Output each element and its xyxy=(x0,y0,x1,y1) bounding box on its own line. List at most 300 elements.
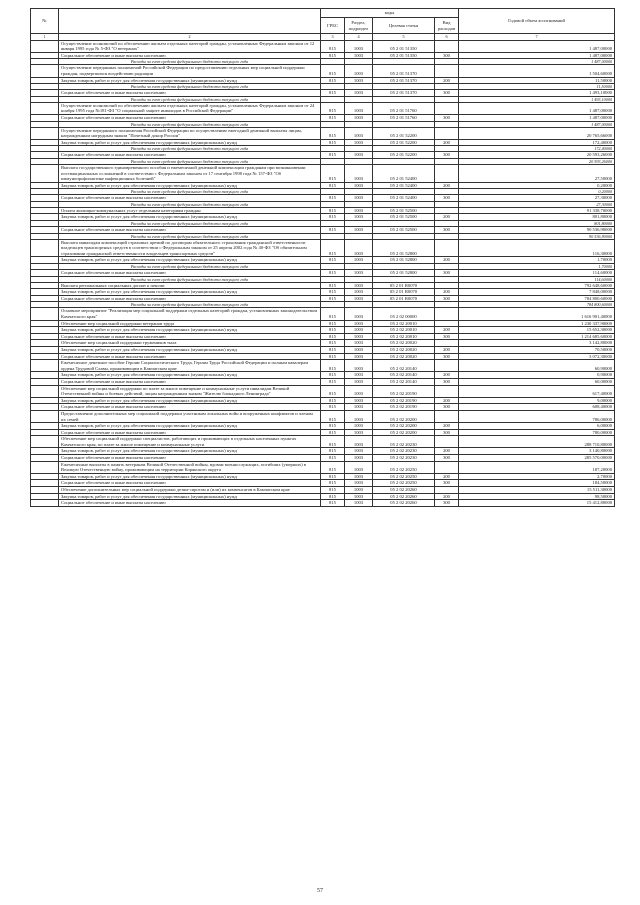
target-article-cell: 05 2 02 20200 xyxy=(373,429,435,436)
col-number: 6 xyxy=(435,34,459,41)
amount-cell: 98,50000 xyxy=(459,493,615,500)
row-number xyxy=(31,90,59,97)
row-number xyxy=(31,52,59,59)
expense-type-cell: 300 xyxy=(435,152,459,159)
expense-type-cell xyxy=(435,436,459,448)
item-name: Социальное обеспечение и иные выплаты населению xyxy=(59,270,321,277)
item-name: Закупка товаров, работ и услуг для обеспечения государственных (муниципальных) нужд xyxy=(59,182,321,189)
grbs-cell: 815 xyxy=(321,378,345,385)
amount-cell: 15 652,30000 xyxy=(459,327,615,334)
table-row xyxy=(31,385,615,397)
razdel-cell: 1003 xyxy=(345,40,373,52)
target-article-cell: 05 2 01 52500 xyxy=(373,214,435,221)
item-name: Социальное обеспечение и иные выплаты населению xyxy=(59,227,321,234)
funding-source-label: Расходы за счет средств федерального бюджета текущего года xyxy=(59,146,321,152)
item-name: Закупка товаров, работ и услуг для обеспечения государственных (муниципальных) нужд xyxy=(59,397,321,404)
amount-cell: 15 412,80000 xyxy=(459,500,615,507)
col-number: 4 xyxy=(345,34,373,41)
table-row xyxy=(31,333,615,340)
row-number xyxy=(31,102,59,114)
item-name: Закупка товаров, работ и услуг для обеспечения государственных (муниципальных) нужд xyxy=(59,214,321,221)
row-number xyxy=(31,480,59,487)
target-article-cell: 05 2 01 52400 xyxy=(373,164,435,182)
expense-type-cell xyxy=(435,239,459,257)
target-article-cell: 05 2 01 51760 xyxy=(373,102,435,114)
row-number xyxy=(31,448,59,455)
razdel-cell: 1003 xyxy=(345,227,373,234)
amount-cell: 11,50000 xyxy=(459,77,615,84)
row-number xyxy=(31,429,59,436)
grbs-cell: 815 xyxy=(321,282,345,289)
amount-cell: 20 593,26000 xyxy=(459,152,615,159)
grbs-cell: 815 xyxy=(321,500,345,507)
razdel-cell: 1003 xyxy=(345,493,373,500)
table-row xyxy=(31,308,615,320)
amount-cell: 288 710,80000 xyxy=(459,436,615,448)
razdel-cell: 1003 xyxy=(345,90,373,97)
target-article-cell: 05 2 02 20200 xyxy=(373,423,435,430)
grbs-cell: 815 xyxy=(321,90,345,97)
razdel-cell: 1003 xyxy=(345,207,373,214)
amount-cell: 285 570,00000 xyxy=(459,455,615,462)
row-number xyxy=(31,282,59,289)
table-row xyxy=(31,473,615,480)
expense-type-cell: 300 xyxy=(435,500,459,507)
target-article-cell: 05 2 01 52800 xyxy=(373,257,435,264)
funding-source-label: Расходы за счет средств федерального бюджета текущего года xyxy=(59,276,321,282)
row-number xyxy=(31,127,59,139)
item-name: Закупка товаров, работ и услуг для обеспечения государственных (муниципальных) нужд xyxy=(59,257,321,264)
table-row xyxy=(31,65,615,77)
amount-cell: 114,60000 xyxy=(459,270,615,277)
expense-type-cell xyxy=(435,164,459,182)
table-row xyxy=(31,52,615,59)
table-row xyxy=(31,493,615,500)
amount-cell: 1 487,00000 xyxy=(459,59,615,65)
target-article-cell: 05 2 02 20260 xyxy=(373,487,435,494)
target-article-cell: 05 2 02 20260 xyxy=(373,493,435,500)
target-article-cell: 05 2 02 20020 xyxy=(373,353,435,360)
table-row xyxy=(31,164,615,182)
budget-page xyxy=(30,8,614,507)
grbs-cell: 815 xyxy=(321,423,345,430)
razdel-cell: 1003 xyxy=(345,320,373,327)
item-name: Закупка товаров, работ и услуг для обеспечения государственных (муниципальных) нужд xyxy=(59,327,321,334)
razdel-cell: 1003 xyxy=(345,333,373,340)
grbs-cell: 815 xyxy=(321,270,345,277)
amount-cell: 3 072,30000 xyxy=(459,353,615,360)
col-number: 2 xyxy=(59,34,321,41)
amount-cell: 1 487,00000 xyxy=(459,114,615,121)
expense-type-cell: 300 xyxy=(435,378,459,385)
target-article-cell: 05 2 01 52400 xyxy=(373,182,435,189)
amount-cell: 0,90000 xyxy=(459,372,615,379)
table-row xyxy=(31,270,615,277)
grbs-cell: 815 xyxy=(321,448,345,455)
funding-source-label: Расходы за счет средств федерального бюджета текущего года xyxy=(59,121,321,127)
grbs-cell: 815 xyxy=(321,102,345,114)
row-number xyxy=(31,423,59,430)
grbs-cell: 815 xyxy=(321,207,345,214)
header-grbs: ГРБС xyxy=(321,18,345,34)
expense-type-cell: 300 xyxy=(435,404,459,411)
item-name: Социальное обеспечение и иные выплаты населению xyxy=(59,455,321,462)
razdel-cell: 1003 xyxy=(345,410,373,422)
table-row xyxy=(31,195,615,202)
amount-cell: 91 338,70000 xyxy=(459,207,615,214)
row-number xyxy=(31,397,59,404)
funding-source-label: Расходы за счет средств федерального бюджета текущего года xyxy=(59,84,321,90)
row-number xyxy=(31,207,59,214)
item-name: Предоставление дополнительных мер социальной поддержки участникам локальных войн и вооруженных конфликтов и членам их семей xyxy=(59,410,321,422)
expense-type-cell: 200 xyxy=(435,139,459,146)
amount-cell: 116,30000 xyxy=(459,239,615,257)
budget-table xyxy=(30,8,615,507)
target-article-cell: 05 2 02 20250 xyxy=(373,480,435,487)
row-number xyxy=(31,257,59,264)
grbs-cell: 815 xyxy=(321,353,345,360)
amount-cell: 1 493,10000 xyxy=(459,96,615,102)
grbs-cell: 815 xyxy=(321,320,345,327)
item-name: Обеспечение дополнительных мер социальной поддержки детям-сиротам и (или) их компенсатов в Камчатском крае xyxy=(59,487,321,494)
razdel-cell: 1003 xyxy=(345,182,373,189)
amount-cell: 0,20000 xyxy=(459,182,615,189)
expense-type-cell: 300 xyxy=(435,295,459,302)
item-name: Выплата инвалидам компенсаций страховых премий по договорам обязательного страхования гражданской ответственности владельцев транспортных средств в соответствии с Федеральным законом от 25 апреля 2002 года № 40-ФЗ "Об обязательном страховании гражданской ответственности владельцев транспортных средств" xyxy=(59,239,321,257)
item-name: Обеспечение мер социальной поддержки ветеранов труда xyxy=(59,320,321,327)
target-article-cell: 05 2 01 51370 xyxy=(373,65,435,77)
item-name: Ежемесячные выплаты в память ветеранам Великой Отечественной войны, вдовам военнослужащих, погибших (умерших) в Великую Отечественную войну, проживающим на территории Корякского округа xyxy=(59,461,321,473)
amount-cell: 801,80000 xyxy=(459,221,615,227)
row-number xyxy=(31,461,59,473)
grbs-cell: 815 xyxy=(321,195,345,202)
target-article-cell: 05 2 02 20140 xyxy=(373,360,435,372)
row-number xyxy=(31,327,59,334)
amount-cell: 780,00000 xyxy=(459,429,615,436)
target-article-cell: 05 2 02 00000 xyxy=(373,308,435,320)
expense-type-cell: 200 xyxy=(435,493,459,500)
razdel-cell: 1003 xyxy=(345,77,373,84)
amount-cell: 1 230 337,90000 xyxy=(459,320,615,327)
table-row xyxy=(31,295,615,302)
expense-type-cell xyxy=(435,410,459,422)
expense-type-cell: 300 xyxy=(435,455,459,462)
amount-cell: 184,50000 xyxy=(459,480,615,487)
expense-type-cell: 300 xyxy=(435,429,459,436)
expense-type-cell: 300 xyxy=(435,52,459,59)
razdel-cell: 1003 xyxy=(345,295,373,302)
col-number: 5 xyxy=(373,34,435,41)
amount-cell: 172,40000 xyxy=(459,146,615,152)
target-article-cell: 05 2 02 20010 xyxy=(373,333,435,340)
razdel-cell: 1003 xyxy=(345,282,373,289)
razdel-cell: 1003 xyxy=(345,102,373,114)
razdel-cell: 1003 xyxy=(345,127,373,139)
expense-type-cell: 200 xyxy=(435,327,459,334)
table-row xyxy=(31,372,615,379)
razdel-cell: 1003 xyxy=(345,500,373,507)
table-row xyxy=(31,448,615,455)
expense-type-cell: 300 xyxy=(435,270,459,277)
expense-type-cell: 200 xyxy=(435,372,459,379)
item-name: Обеспечение мер социальной поддержки тружеников тыла xyxy=(59,340,321,347)
target-article-cell: 05 2 01 52200 xyxy=(373,152,435,159)
item-name: Социальное обеспечение и иные выплаты населению xyxy=(59,114,321,121)
item-name: Закупка товаров, работ и услуг для обеспечения государственных (муниципальных) нужд xyxy=(59,473,321,480)
amount-cell: 11,50000 xyxy=(459,84,615,90)
grbs-cell: 815 xyxy=(321,455,345,462)
table-row xyxy=(31,257,615,264)
item-name: Осуществление полномочий по обеспечению жильем отдельных категорий граждан, установленных Федеральным законом от 24 ноября 1995 года №181-ФЗ "О социальной защите инвалидов в Российской Федерации" xyxy=(59,102,321,114)
funding-source-label: Расходы за счет средств федерального бюджета текущего года xyxy=(59,189,321,195)
grbs-cell: 815 xyxy=(321,346,345,353)
expense-type-cell xyxy=(435,102,459,114)
row-number xyxy=(31,164,59,182)
target-article-cell: 05 2 01 R0070 xyxy=(373,282,435,289)
row-number xyxy=(31,378,59,385)
target-article-cell: 05 2 01 51760 xyxy=(373,114,435,121)
amount-cell: 792 648,60000 xyxy=(459,282,615,289)
table-row xyxy=(31,423,615,430)
expense-type-cell xyxy=(435,65,459,77)
table-row xyxy=(31,436,615,448)
item-name: Обеспечение мер социальной поддержки по плате за жилое помещение и коммунальные услуги инвалидам Великой Отечественной войны и боевых действий, лицам награжденным знаком "Жителю блокадного Ленинграда" xyxy=(59,385,321,397)
row-number xyxy=(31,500,59,507)
razdel-cell: 1003 xyxy=(345,372,373,379)
razdel-cell: 1003 xyxy=(345,436,373,448)
target-article-cell: 05 2 02 20230 xyxy=(373,436,435,448)
amount-cell: 114,60000 xyxy=(459,276,615,282)
expense-type-cell: 300 xyxy=(435,90,459,97)
target-article-cell: 05 2 02 20140 xyxy=(373,372,435,379)
amount-cell: 90 536,90000 xyxy=(459,233,615,239)
grbs-cell: 815 xyxy=(321,480,345,487)
target-article-cell: 05 2 02 20020 xyxy=(373,346,435,353)
table-row xyxy=(31,429,615,436)
razdel-cell: 1003 xyxy=(345,448,373,455)
expense-type-cell xyxy=(435,461,459,473)
expense-type-cell: 300 xyxy=(435,480,459,487)
row-number xyxy=(31,239,59,257)
expense-type-cell xyxy=(435,308,459,320)
item-name: Закупка товаров, работ и услуг для обеспечения государственных (муниципальных) нужд xyxy=(59,493,321,500)
item-name: Социальное обеспечение и иные выплаты населению xyxy=(59,52,321,59)
table-row xyxy=(31,182,615,189)
table-row xyxy=(31,227,615,234)
table-row xyxy=(31,239,615,257)
row-number xyxy=(31,182,59,189)
razdel-cell: 1003 xyxy=(345,397,373,404)
razdel-cell: 1003 xyxy=(345,455,373,462)
amount-cell: 1 616 901,40000 xyxy=(459,308,615,320)
expense-type-cell xyxy=(435,282,459,289)
razdel-cell: 1003 xyxy=(345,360,373,372)
expense-type-cell: 200 xyxy=(435,182,459,189)
grbs-cell: 815 xyxy=(321,333,345,340)
col-number: 7 xyxy=(459,34,615,41)
item-name: Социальное обеспечение и иные выплаты населению xyxy=(59,500,321,507)
amount-cell: 9,00000 xyxy=(459,397,615,404)
razdel-cell: 1003 xyxy=(345,195,373,202)
expense-type-cell xyxy=(435,487,459,494)
item-name: Обеспечение мер социальной поддержки специалистов, работающих и проживающих в отдельных населенных пунктах Камчатского края, по плате за жилое помещение и коммунальные услуги xyxy=(59,436,321,448)
expense-type-cell: 200 xyxy=(435,473,459,480)
row-number xyxy=(31,372,59,379)
funding-source-label: Расходы за счет средств федерального бюджета текущего года xyxy=(59,158,321,164)
amount-cell: 1 487,00000 xyxy=(459,52,615,59)
funding-source-label: Расходы за счет средств федерального бюджета текущего года xyxy=(59,96,321,102)
table-row xyxy=(31,480,615,487)
razdel-cell: 1003 xyxy=(345,257,373,264)
row-number xyxy=(31,289,59,296)
grbs-cell: 815 xyxy=(321,152,345,159)
amount-cell: 27,50000 xyxy=(459,164,615,182)
amount-cell: 20 593,26000 xyxy=(459,158,615,164)
razdel-cell: 1003 xyxy=(345,480,373,487)
table-row xyxy=(31,410,615,422)
row-number xyxy=(31,139,59,146)
table-row xyxy=(31,487,615,494)
header-column-numbers xyxy=(31,34,615,41)
razdel-cell: 1003 xyxy=(345,346,373,353)
expense-type-cell: 200 xyxy=(435,423,459,430)
grbs-cell: 815 xyxy=(321,410,345,422)
row-number xyxy=(31,410,59,422)
amount-cell: 3 140,80000 xyxy=(459,448,615,455)
target-article-cell: 05 2 01 52500 xyxy=(373,207,435,214)
amount-cell: 1 487,00000 xyxy=(459,121,615,127)
amount-cell: 27,30000 xyxy=(459,195,615,202)
grbs-cell: 815 xyxy=(321,308,345,320)
expense-type-cell xyxy=(435,385,459,397)
row-number xyxy=(31,320,59,327)
razdel-cell: 1003 xyxy=(345,65,373,77)
target-article-cell: 05 2 01 52500 xyxy=(373,227,435,234)
grbs-cell: 815 xyxy=(321,295,345,302)
target-article-cell: 05 2 01 52800 xyxy=(373,270,435,277)
amount-cell: 1 493,10000 xyxy=(459,90,615,97)
table-row xyxy=(31,214,615,221)
header-expense-type: Вид расходов xyxy=(435,18,459,34)
item-name: Закупка товаров, работ и услуг для обеспечения государственных (муниципальных) нужд xyxy=(59,346,321,353)
row-number xyxy=(31,436,59,448)
grbs-cell: 815 xyxy=(321,340,345,347)
table-row xyxy=(31,340,615,347)
amount-cell: 801,80000 xyxy=(459,214,615,221)
grbs-cell: 815 xyxy=(321,461,345,473)
amount-cell: 3 142,80000 xyxy=(459,340,615,347)
row-number xyxy=(31,340,59,347)
expense-type-cell xyxy=(435,127,459,139)
expense-type-cell: 200 xyxy=(435,448,459,455)
amount-cell: 187,20000 xyxy=(459,461,615,473)
table-row xyxy=(31,40,615,52)
table-row xyxy=(31,90,615,97)
table-body xyxy=(31,40,615,506)
grbs-cell: 815 xyxy=(321,385,345,397)
row-number xyxy=(31,270,59,277)
row-number xyxy=(31,333,59,340)
page-number: 57 xyxy=(317,888,323,894)
header-target-article: Целевая статья xyxy=(373,18,435,34)
target-article-cell: 05 2 01 52800 xyxy=(373,239,435,257)
expense-type-cell xyxy=(435,360,459,372)
item-name: Социальное обеспечение и иные выплаты населению xyxy=(59,195,321,202)
table-row xyxy=(31,127,615,139)
item-name: Основное мероприятие "Реализация мер социальной поддержки отдельных категорий граждан, установленных законодательством Камчатского края" xyxy=(59,308,321,320)
table-row xyxy=(31,282,615,289)
row-number xyxy=(31,353,59,360)
expense-type-cell xyxy=(435,207,459,214)
row-number xyxy=(31,404,59,411)
target-article-cell: 05 2 02 20190 xyxy=(373,397,435,404)
target-article-cell: 05 2 02 20190 xyxy=(373,385,435,397)
item-name: Закупка товаров, работ и услуг для обеспечения государственных (муниципальных) нужд xyxy=(59,448,321,455)
amount-cell: 784 800,60000 xyxy=(459,295,615,302)
item-name: Закупка товаров, работ и услуг для обеспечения государственных (муниципальных) нужд xyxy=(59,289,321,296)
amount-cell: 20 765,66000 xyxy=(459,127,615,139)
table-row xyxy=(31,207,615,214)
grbs-cell: 815 xyxy=(321,214,345,221)
razdel-cell: 1003 xyxy=(345,461,373,473)
grbs-cell: 815 xyxy=(321,164,345,182)
item-name: Социальное обеспечение и иные выплаты населению xyxy=(59,480,321,487)
amount-cell: 70,50000 xyxy=(459,346,615,353)
target-article-cell: 05 2 02 20140 xyxy=(373,378,435,385)
table-row xyxy=(31,455,615,462)
razdel-cell: 1003 xyxy=(345,378,373,385)
funding-source-label: Расходы за счет средств федерального бюджета текущего года xyxy=(59,59,321,65)
row-number xyxy=(31,295,59,302)
item-name: Закупка товаров, работ и услуг для обеспечения государственных (муниципальных) нужд xyxy=(59,139,321,146)
item-name: Социальное обеспечение и иные выплаты населению xyxy=(59,333,321,340)
table-row xyxy=(31,320,615,327)
target-article-cell: 05 2 02 20010 xyxy=(373,320,435,327)
expense-type-cell: 300 xyxy=(435,353,459,360)
row-number xyxy=(31,40,59,52)
target-article-cell: 05 2 01 51350 xyxy=(373,52,435,59)
target-article-cell: 05 2 02 20230 xyxy=(373,448,435,455)
table-row xyxy=(31,139,615,146)
amount-cell: 1 487,00000 xyxy=(459,40,615,52)
item-name: Социальное обеспечение и иные выплаты населению xyxy=(59,295,321,302)
amount-cell: 90 536,90000 xyxy=(459,227,615,234)
table-row xyxy=(31,378,615,385)
table-row xyxy=(31,114,615,121)
expense-type-cell xyxy=(435,340,459,347)
expense-type-cell: 300 xyxy=(435,227,459,234)
amount-cell: 15 511,30000 xyxy=(459,487,615,494)
target-article-cell: 05 2 02 20230 xyxy=(373,455,435,462)
target-article-cell: 05 2 02 20200 xyxy=(373,410,435,422)
table-row xyxy=(31,461,615,473)
item-name: Социальное обеспечение и иные выплаты населению xyxy=(59,90,321,97)
item-name: Закупка товаров, работ и услуг для обеспечения государственных (муниципальных) нужд xyxy=(59,423,321,430)
target-article-cell: 05 2 02 20250 xyxy=(373,461,435,473)
table-row xyxy=(31,152,615,159)
amount-cell: 1 487,00000 xyxy=(459,102,615,114)
table-row xyxy=(31,397,615,404)
table-row xyxy=(31,102,615,114)
header-number: № xyxy=(31,9,59,34)
razdel-cell: 1003 xyxy=(345,423,373,430)
razdel-cell: 1003 xyxy=(345,164,373,182)
grbs-cell: 815 xyxy=(321,114,345,121)
col-number: 3 xyxy=(321,34,345,41)
expense-type-cell: 200 xyxy=(435,214,459,221)
header-codes: коды xyxy=(321,9,459,18)
item-name: Социальное обеспечение и иные выплаты населению xyxy=(59,353,321,360)
